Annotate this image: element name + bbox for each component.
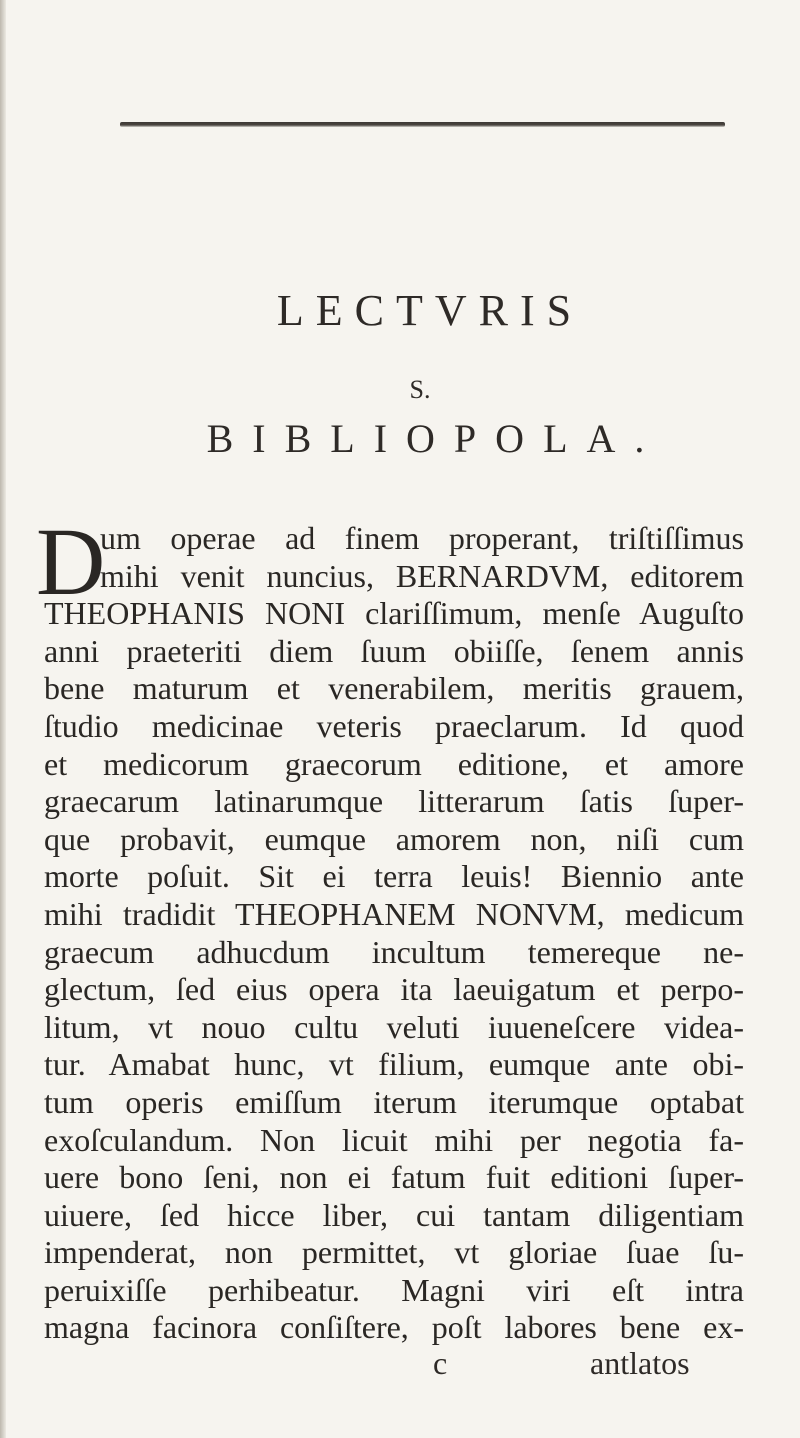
text-line: exoſculandum. Non licuit mihi per negotia fa- — [44, 1121, 744, 1158]
text-line: uiuere, ſed hicce liber, cui tantam diligentiam — [44, 1196, 744, 1233]
preface-text — [44, 520, 744, 1347]
text-line: graecum adhucdum incultum temereque ne- — [44, 933, 744, 970]
text-line: tum operis emiſſum iterum iterumque optabat — [44, 1083, 744, 1120]
text-line: ſtudio medicinae veteris praeclarum. Id quod — [44, 707, 744, 744]
text-line: mihi tradidit THEOPHANEM NONVM, medicum — [44, 895, 744, 932]
heading-lectvris: LECTVRIS — [276, 286, 584, 335]
text-line: glectum, ſed eius opera ita laeuigatum et perpo- — [44, 971, 744, 1008]
heading-s: S. — [409, 375, 431, 404]
text-line: et medicorum graecorum editione, et amore — [44, 745, 744, 782]
text-line: mihi venit nuncius, BERNARDVM, editorem — [100, 557, 744, 594]
text-line: anni praeteriti diem ſuum obiiſſe, ſenem annis — [44, 632, 744, 669]
text-line: uere bono ſeni, non ei fatum fuit editioni ſuper- — [44, 1159, 744, 1196]
text-line: tur. Amabat hunc, vt filium, eumque ante obi- — [44, 1046, 744, 1083]
ornamental-rule — [120, 122, 725, 127]
text-line: impenderat, non permittet, vt gloriae ſuae ſu- — [44, 1234, 744, 1271]
text-line: que probavit, eumque amorem non, niſi cum — [44, 820, 744, 857]
page-scan-edge — [0, 0, 6, 1438]
text-line: magna facinora conſiſtere, poſt labores bene ex- — [44, 1309, 744, 1346]
text-line: graecarum latinarumque litterarum ſatis ſuper- — [44, 783, 744, 820]
text-line: bene maturum et venerabilem, meritis grauem, — [44, 670, 744, 707]
text-line: morte poſuit. Sit ei terra leuis! Biennio ante — [44, 858, 744, 895]
drop-cap-initial: D — [36, 508, 106, 615]
text-line: um operae ad finem properant, triſtiſſimus — [100, 520, 744, 556]
signature-mark: c — [433, 1345, 448, 1381]
catchword: antlatos — [590, 1345, 690, 1381]
text-line: peruixiſſe perhibeatur. Magni viri eſt intra — [44, 1271, 744, 1308]
text-line: litum, vt nouo cultu veluti iuueneſcere videa- — [44, 1008, 744, 1045]
text-line: THEOPHANIS NONI clariſſimum, menſe Auguſto — [44, 595, 744, 632]
heading-bibliopola: BIBLIOPOLA. — [206, 416, 664, 461]
